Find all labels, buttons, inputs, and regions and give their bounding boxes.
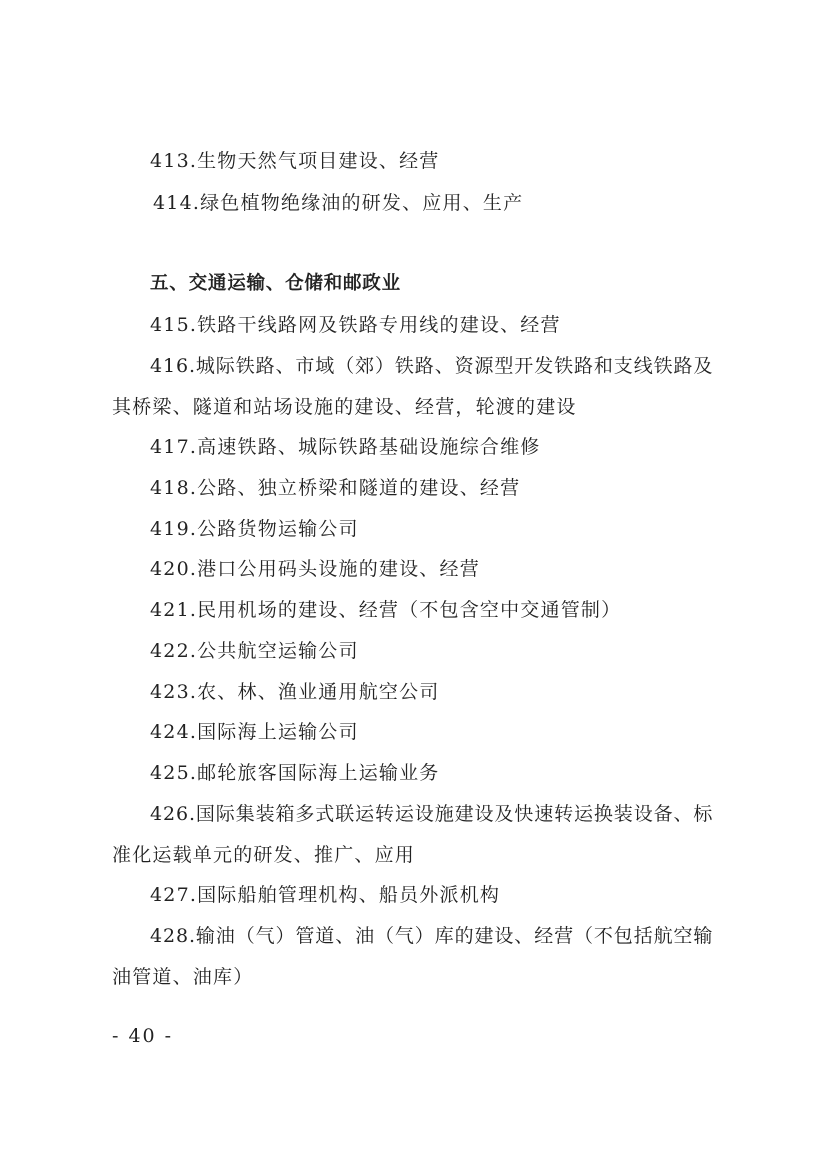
list-item-415: 415.铁路干线路网及铁路专用线的建设、经营 bbox=[150, 314, 561, 336]
list-item-420: 420.港口公用码头设施的建设、经营 bbox=[150, 558, 480, 580]
list-item-427: 427.国际船舶管理机构、船员外派机构 bbox=[150, 884, 501, 906]
list-item-426-line-1: 426.国际集装箱多式联运转运设施建设及快速转运换装设备、标 bbox=[150, 803, 714, 825]
section-heading: 五、交通运输、仓储和邮政业 bbox=[150, 273, 401, 294]
list-item-416-line-1: 416.城际铁路、市域（郊）铁路、资源型开发铁路和支线铁路及 bbox=[150, 355, 714, 377]
list-item-418: 418.公路、独立桥梁和隧道的建设、经营 bbox=[150, 477, 521, 499]
list-item-425: 425.邮轮旅客国际海上运输业务 bbox=[150, 762, 440, 784]
list-item-414: 414.绿色植物绝缘油的研发、应用、生产 bbox=[153, 192, 524, 214]
list-item-421: 421.民用机场的建设、经营（不包含空中交通管制） bbox=[150, 599, 622, 621]
list-item-422: 422.公共航空运输公司 bbox=[150, 640, 359, 662]
list-item-417: 417.高速铁路、城际铁路基础设施综合维修 bbox=[150, 436, 541, 458]
page-number: - 40 - bbox=[112, 1025, 174, 1047]
list-item-413: 413.生物天然气项目建设、经营 bbox=[150, 150, 440, 172]
list-item-424: 424.国际海上运输公司 bbox=[150, 721, 359, 743]
list-item-428-line-1: 428.输油（气）管道、油（气）库的建设、经营（不包括航空输 bbox=[150, 925, 714, 947]
list-item-419: 419.公路货物运输公司 bbox=[150, 518, 359, 540]
list-item-428-line-2: 油管道、油库） bbox=[112, 966, 254, 988]
list-item-426-line-2: 准化运载单元的研发、推广、应用 bbox=[112, 844, 416, 866]
list-item-416-line-2: 其桥梁、隧道和站场设施的建设、经营，轮渡的建设 bbox=[112, 396, 577, 418]
list-item-423: 423.农、林、渔业通用航空公司 bbox=[150, 681, 440, 703]
